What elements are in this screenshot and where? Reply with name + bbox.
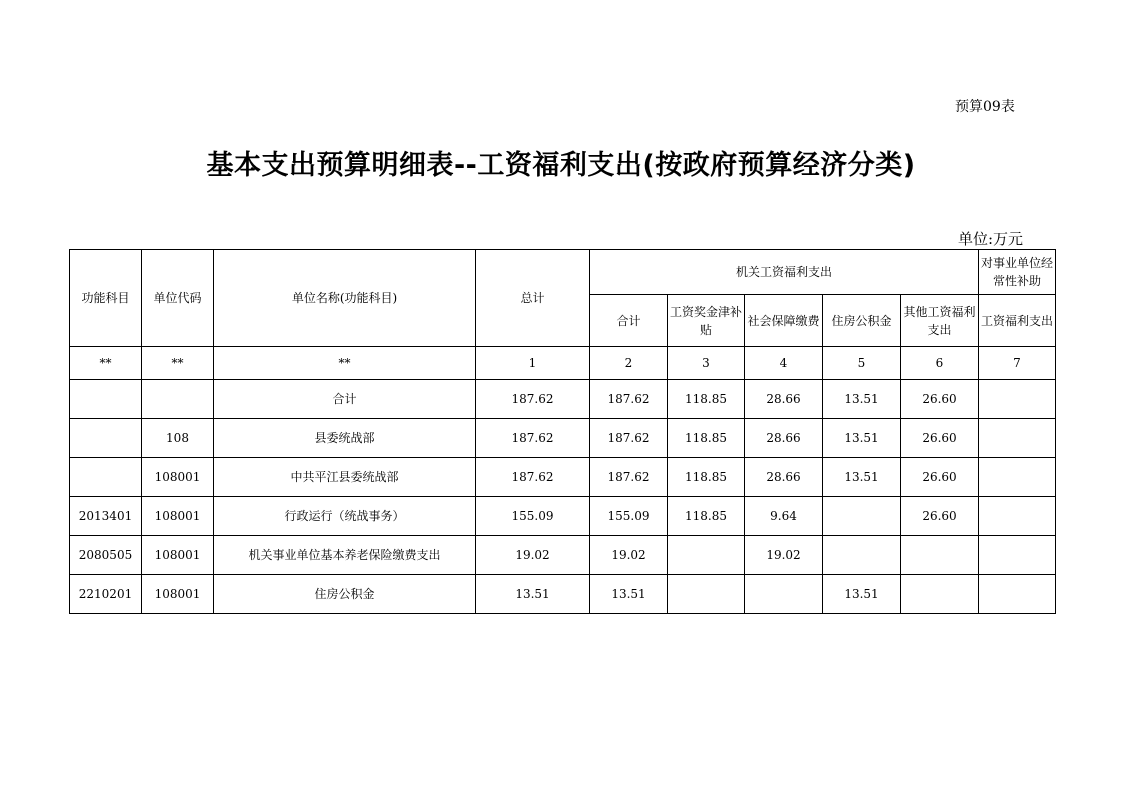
table-cell: [979, 575, 1056, 614]
table-cell: 28.66: [745, 380, 823, 419]
index-cell: 4: [745, 347, 823, 380]
table-row: [70, 575, 1056, 614]
table-cell: 住房公积金: [214, 575, 476, 614]
table-cell: 118.85: [668, 419, 745, 458]
table-cell: 108001: [142, 536, 214, 575]
index-cell: **: [70, 347, 142, 380]
header-unit-name: 单位名称(功能科目): [214, 250, 476, 347]
table-cell: 155.09: [590, 497, 668, 536]
table-cell: 19.02: [745, 536, 823, 575]
table-cell: 108: [142, 419, 214, 458]
table-cell: [823, 497, 901, 536]
table-cell: 118.85: [668, 458, 745, 497]
table-cell: 2080505: [70, 536, 142, 575]
table-cell: [979, 380, 1056, 419]
table-row: [70, 419, 1056, 458]
page-id-label: 预算09表: [955, 99, 1015, 115]
table-cell: 118.85: [668, 497, 745, 536]
table-cell: 108001: [142, 497, 214, 536]
table-cell: 187.62: [590, 458, 668, 497]
header-subsidy-salary: 工资福利支出: [979, 295, 1056, 347]
table-cell: 187.62: [590, 380, 668, 419]
table-cell: 13.51: [823, 575, 901, 614]
index-cell: 5: [823, 347, 901, 380]
header-salary: 工资奖金津补贴: [668, 295, 745, 347]
table-cell: [70, 419, 142, 458]
table-cell: 28.66: [745, 419, 823, 458]
index-cell: 7: [979, 347, 1056, 380]
table-row: [70, 497, 1056, 536]
table-cell: [668, 575, 745, 614]
table-cell: [668, 536, 745, 575]
header-social: 社会保障缴费: [745, 295, 823, 347]
table-cell: 26.60: [901, 497, 979, 536]
table-cell: [979, 419, 1056, 458]
table-cell: 13.51: [823, 458, 901, 497]
table-cell: 13.51: [823, 419, 901, 458]
index-cell: 6: [901, 347, 979, 380]
table-cell: 13.51: [590, 575, 668, 614]
header-housing: 住房公积金: [823, 295, 901, 347]
table-cell: 13.51: [823, 380, 901, 419]
table-cell: [70, 380, 142, 419]
table-cell: 26.60: [901, 419, 979, 458]
table-cell: [745, 575, 823, 614]
index-cell: **: [142, 347, 214, 380]
header-total: 总计: [476, 250, 590, 347]
table-cell: 2210201: [70, 575, 142, 614]
table-cell: [901, 536, 979, 575]
table-cell: 187.62: [476, 458, 590, 497]
budget-table: [69, 249, 1056, 614]
table-cell: [901, 575, 979, 614]
table-cell: [823, 536, 901, 575]
table-cell: 108001: [142, 575, 214, 614]
index-row: [70, 347, 1056, 380]
header-sum: 合计: [590, 295, 668, 347]
table-cell: 155.09: [476, 497, 590, 536]
table-cell: 26.60: [901, 380, 979, 419]
header-func-code: 功能科目: [70, 250, 142, 347]
index-cell: **: [214, 347, 476, 380]
header-unit-code: 单位代码: [142, 250, 214, 347]
table-cell: 行政运行（统战事务）: [214, 497, 476, 536]
table-cell: 合计: [214, 380, 476, 419]
unit-label: 单位:万元: [958, 230, 1024, 248]
table-cell: [979, 536, 1056, 575]
table-cell: 26.60: [901, 458, 979, 497]
table-cell: 108001: [142, 458, 214, 497]
table-row: [70, 380, 1056, 419]
index-cell: 2: [590, 347, 668, 380]
table-cell: 118.85: [668, 380, 745, 419]
index-cell: 3: [668, 347, 745, 380]
header-org-group: 机关工资福利支出: [590, 250, 979, 295]
table-cell: 县委统战部: [214, 419, 476, 458]
header-other: 其他工资福利支出: [901, 295, 979, 347]
table-row: [70, 458, 1056, 497]
table-cell: [979, 497, 1056, 536]
table-row: [70, 536, 1056, 575]
table-cell: [142, 380, 214, 419]
table-cell: [70, 458, 142, 497]
table-cell: 19.02: [476, 536, 590, 575]
header-subsidy-group: 对事业单位经常性补助: [979, 250, 1056, 295]
table-cell: 机关事业单位基本养老保险缴费支出: [214, 536, 476, 575]
page-title: 基本支出预算明细表--工资福利支出(按政府预算经济分类): [206, 150, 916, 181]
table-cell: 9.64: [745, 497, 823, 536]
table-cell: 187.62: [476, 419, 590, 458]
table-cell: 13.51: [476, 575, 590, 614]
table-cell: 187.62: [476, 380, 590, 419]
table-cell: 19.02: [590, 536, 668, 575]
table-cell: 中共平江县委统战部: [214, 458, 476, 497]
table-cell: 187.62: [590, 419, 668, 458]
table-cell: 28.66: [745, 458, 823, 497]
table-cell: 2013401: [70, 497, 142, 536]
table-cell: [979, 458, 1056, 497]
index-cell: 1: [476, 347, 590, 380]
